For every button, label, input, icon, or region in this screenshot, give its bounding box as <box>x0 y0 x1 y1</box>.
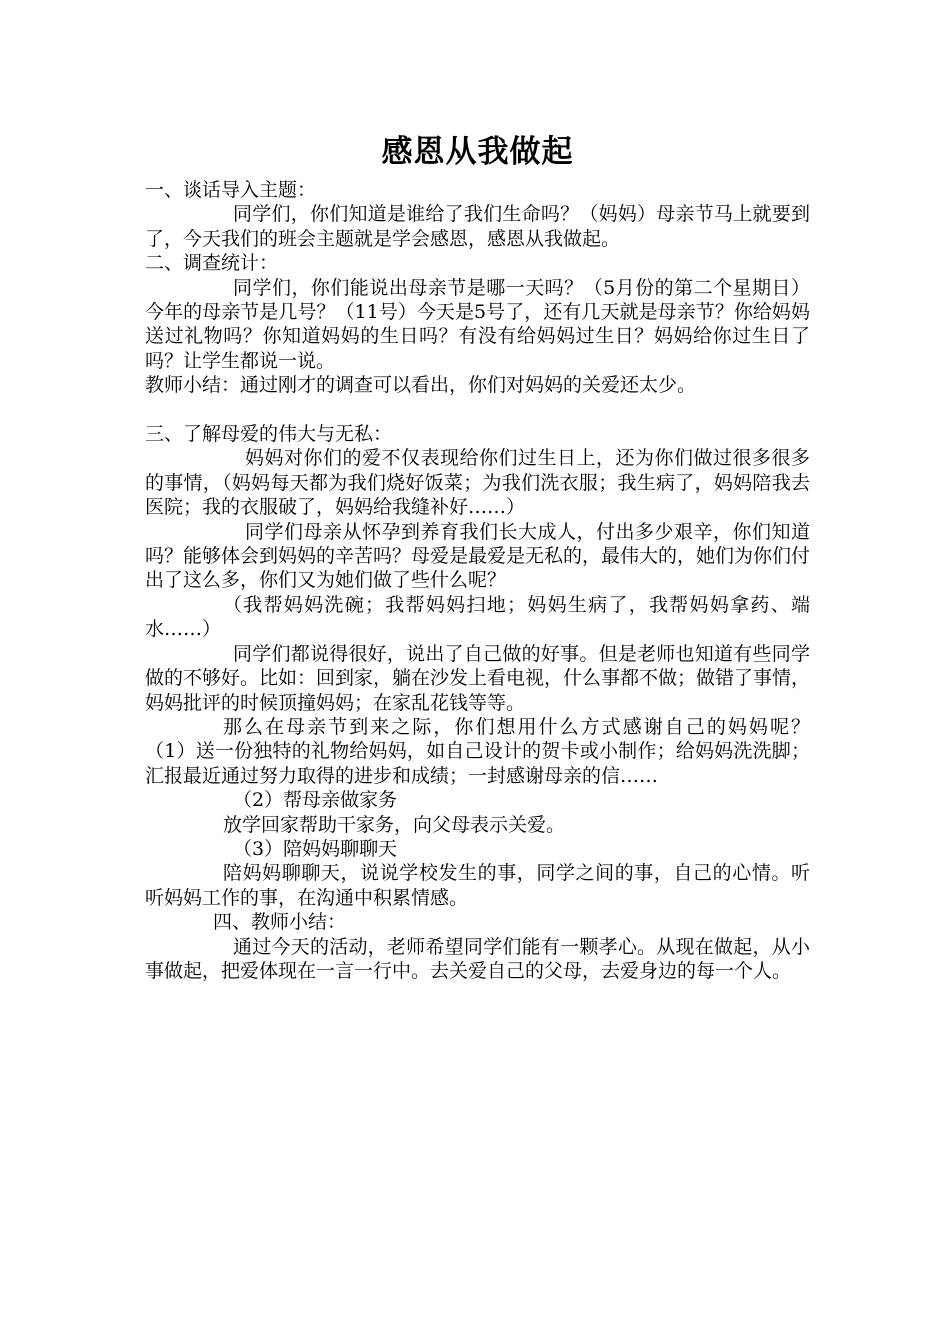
section3-paragraph-2: 同学们母亲从怀孕到养育我们长大成人，付出多少艰辛，你们知道吗？能够体会到妈妈的辛苦吗？母爱是最爱是无私的，最伟大的，她们为你们付出了这么多，你们又为她们做了些什么呢？ <box>145 520 811 592</box>
blank-line <box>145 398 810 422</box>
section2-paragraph: 同学们，你们能说出母亲节是哪一天吗？（5月份的第二个星期日）今年的母亲节是几号？（11号）今天是5号了，还有几天就是母亲节？你给妈妈送过礼物吗？你知道妈妈的生日吗？有没有给妈妈过生日？妈妈给你过生日了吗？让学生都说一说。 <box>145 276 810 372</box>
section3-item2-text: 放学回家帮助干家务，向父母表示关爱。 <box>223 813 566 836</box>
document-title: 感恩从我做起 <box>381 134 574 170</box>
section3-item3-title: （3）陪妈妈聊聊天 <box>233 837 398 860</box>
section3-paragraph-3: （我帮妈妈洗碗；我帮妈妈扫地；妈妈生病了，我帮妈妈拿药、端水……） <box>145 593 810 641</box>
section3-paragraph-5: 那么在母亲节到来之际，你们想用什么方式感谢自己的妈妈呢？ （1）送一份独特的礼物给妈妈，如自己设计的贺卡或小制作；给妈妈洗洗脚；汇报最近通过努力取得的进步和成绩；一封感谢母亲的信…… <box>145 715 887 787</box>
section4-paragraph: 通过今天的活动，老师希望同学们能有一颗孝心。从现在做起，从小事做起，把爱体现在一言一行中。去关爱自己的父母，去爱身边的每一个人。 <box>145 935 810 982</box>
section4-heading: 四、教师小结： <box>213 911 347 934</box>
section3-paragraph-4: 同学们都说得很好，说出了自己做的好事。但是老师也知道有些同学做的不够好。比如：回到家，躺在沙发上看电视，什么事都不做；做错了事情，妈妈批评的时候顶撞妈妈；在家乱花钱等等。 <box>145 642 811 714</box>
section2-heading: 二、调查统计： <box>145 252 279 275</box>
section3-item3-text: 陪妈妈聊聊天，说说学校发生的事，同学之间的事，自己的心情。听听妈妈工作的事，在沟通中积累情感。 <box>145 862 810 909</box>
section1-heading: 一、谈话导入主题： <box>145 179 317 201</box>
section3-item2-title: （2）帮母亲做家务 <box>233 789 398 812</box>
section2-summary: 教师小结：通过刚才的调查可以看出，你们对妈妈的关爱还太少。 <box>145 374 697 397</box>
section3-paragraph-1: 妈妈对你们的爱不仅表现给你们过生日上，还为你们做过很多很多的事情，（妈妈每天都为我们烧好饭菜；为我们洗衣服；我生病了，妈妈陪我去医院；我的衣服破了，妈妈给我缝补好……） <box>145 447 810 519</box>
section3-heading: 三、了解母爱的伟大与无私： <box>145 423 393 446</box>
section1-paragraph: 同学们，你们知道是谁给了我们生命吗？（妈妈）母亲节马上就要到了，今天我们的班会主题就是学会感恩，感恩从我做起。 <box>145 203 810 250</box>
document-body <box>145 128 887 983</box>
